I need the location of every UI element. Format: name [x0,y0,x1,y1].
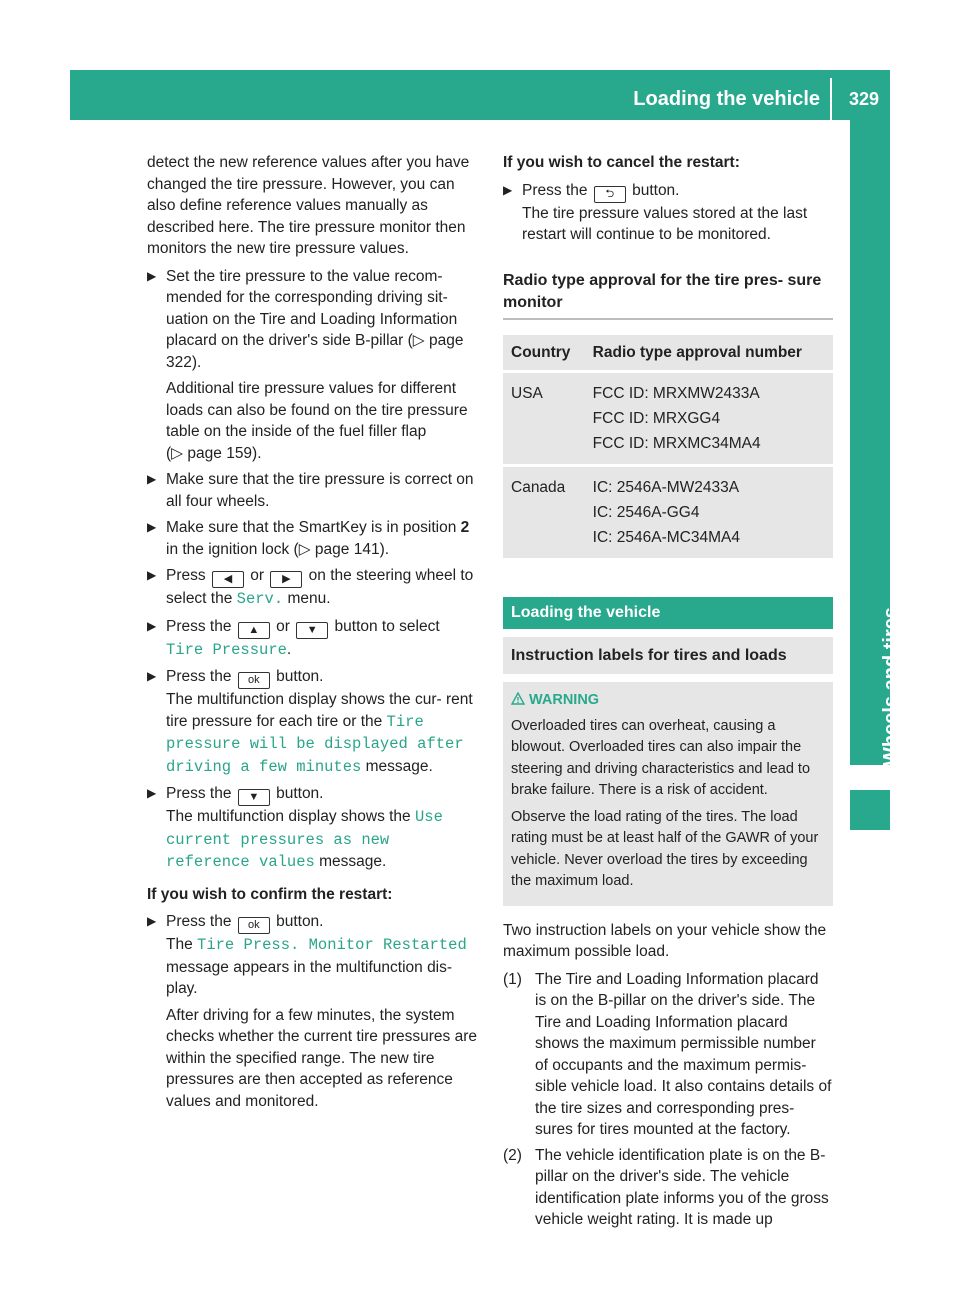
confirm-heading: If you wish to confirm the restart: [147,885,393,903]
step-arrow-icon: ▶ [147,914,157,928]
side-tab-label: Wheels and tires [880,607,902,766]
side-tab-label-wrap [850,552,902,766]
step-text: Press the [522,181,592,199]
step-press-down [147,783,480,874]
approval-number: IC: 2546A-MC34MA4 [592,529,740,546]
list-number: (2) [503,1146,522,1164]
menu-serv: Serv. [236,590,284,608]
number-cell [585,467,833,558]
step-text: The tire pressure values stored at the last restart will continue to be monitored. [522,204,808,243]
labels-intro: Two instruction labels on your vehicle show the maximum possible load. [503,921,827,960]
warning-box [503,682,833,906]
approval-number: FCC ID: MRXMC34MA4 [592,435,761,452]
page-ref[interactable]: page 141). [314,540,390,558]
table-row [503,373,833,464]
right-column [503,152,833,1235]
side-tab-marker [850,790,890,830]
section-title-bar: Loading the vehicle [503,597,833,629]
step-arrow-icon: ▶ [147,268,157,283]
country-cell: Canada [503,467,585,558]
warning-paragraph: Observe the load rating of the tires. The load rating must be at least half of the GAWR of your vehicle. Never overload the tires by exceeding the maximum load. [511,808,819,889]
approval-number: IC: 2546A-GG4 [592,504,700,521]
subsection-title-bar: Instruction labels for tires and loads [503,637,833,675]
back-button-icon: ⮌ [594,186,626,203]
step-text: button to select [334,617,440,635]
step-text: Press the [166,668,236,685]
page-ref[interactable]: page 159). [187,444,262,462]
table-header-country: Country [503,335,585,371]
menu-tire-pressure: Tire Pressure [166,640,287,659]
country-cell: USA [503,373,585,464]
page-ref[interactable]: page 322). [166,332,464,371]
step-text: message. [361,757,433,775]
down-button-icon: ▼ [296,622,328,639]
step-text: The multifunction display shows the [166,808,415,825]
left-button-icon: ◀ [212,571,244,588]
step-arrow-icon: ▶ [147,618,157,633]
step-text: on the steering wheel to select the [166,567,474,607]
step-text: button. [271,913,324,930]
step-text: Additional tire pressure values for different loads can also be found on the tire pressure table on the inside of the fuel filler flap ( [166,380,468,462]
cancel-heading: If you wish to cancel the restart: [503,154,740,171]
table-row [503,467,833,558]
step-text: button. [271,785,324,802]
page-number: 329 [848,89,880,109]
step-text: or [250,567,265,584]
right-button-icon: ▶ [270,571,302,588]
step-text: in the ignition lock ( [166,540,299,558]
step-smartkey [147,517,480,560]
step-press-ok [147,666,480,778]
display-message: Use current pressures as new reference values [166,808,443,871]
ref-arrow-icon: ▷ [298,540,311,558]
step-text: . [286,640,292,658]
step-text: Press the [166,617,236,635]
warning-title [511,690,825,712]
ref-arrow-icon: ▷ [171,444,184,462]
step-confirm-ok [147,911,480,1000]
step-text: The [166,936,198,953]
confirm-extra: After driving for a few minutes, the system checks whether the current tire pressures are within the specified range. The new tire pressures are then accepted as reference values and monitored. [166,1006,477,1110]
warning-title-text: WARNING [529,692,600,708]
list-item [503,1145,833,1231]
page-header [70,70,890,120]
number-cell [585,373,833,464]
display-message: Tire Press. Monitor Restarted [197,936,467,954]
step-cancel-back [503,180,833,246]
step-arrow-icon: ▶ [147,669,157,683]
step-text: The multifunction display shows the cur- rent tire pressure for each tire or the [166,691,473,730]
up-button-icon: ▲ [238,622,270,639]
step-set-pressure [147,266,480,374]
list-number: (1) [503,970,522,988]
step-arrow-icon: ▶ [147,786,157,800]
down-button-icon: ▼ [238,789,270,806]
radio-heading: Radio type approval for the tire pres- sure monitor [503,270,833,320]
ref-arrow-icon: ▷ [412,332,425,349]
approval-number: FCC ID: MRXMW2433A [592,385,760,402]
step-text: Press the [166,785,236,802]
warning-paragraph: Overloaded tires can overheat, causing a blowout. Overloaded tires can also impair the steering and driving characteristics and lead to brake failure. There is a risk of accident. [511,717,811,798]
approval-number: IC: 2546A-MW2433A [592,479,740,496]
header-separator [830,78,832,120]
step-select-serv [147,565,480,611]
step-select-tire-pressure [147,616,480,662]
list-text: The Tire and Loading Information placard is on the B-pillar on the driver's side. The Tire and Loading Information placard shows the maximum permissible number of occupants and the maximum permis- sible vehicle load. It also contains details of the tire sizes and corresponding pres- sures for tires mounted at the factory. [535,970,832,1138]
step-text: Make sure that the SmartKey is in position [166,519,461,536]
step-check-wheels [147,469,480,512]
step-text: message appears in the multifunction dis- play. [166,958,453,997]
list-item [503,969,833,1141]
step-text: button. [271,668,324,685]
step-text: Set the tire pressure to the value recom- mended for the corresponding driving sit- uation on the Tire and Loading Information placard on the driver's side B-pillar ( [166,267,458,349]
step-text: Make sure that the tire pressure is correct on all four wheels. [166,471,474,510]
step-text: button. [627,181,680,199]
step-arrow-icon: ▶ [147,472,157,486]
radio-approval-table [503,332,833,562]
step-text: message. [314,853,387,870]
step-text: or [276,617,290,635]
table-header-row [503,335,833,371]
step-set-pressure-extra [147,378,480,464]
warning-icon [511,692,525,705]
header-title: Loading the vehicle [633,88,820,110]
approval-number: FCC ID: MRXGG4 [592,410,721,427]
step-arrow-icon: ▶ [503,182,513,197]
list-text: The vehicle identification plate is on the B-pillar on the driver's side. The vehicle identification plate informs you of the gross vehicle weight rating. It is made up [535,1146,829,1228]
step-text: menu. [283,590,331,607]
intro-paragraph: detect the new reference values after you have changed the tire pressure. However, you can also define reference values manually as described here. The tire pressure monitor then monitors the new tire pressure values. [147,154,470,257]
left-column [147,152,480,1117]
step-text: Press the [166,913,236,930]
step-text: Press [166,567,210,584]
table-header-number: Radio type approval number [585,335,833,371]
ok-button-icon: ok [238,672,270,689]
ignition-position: 2 [460,519,470,536]
step-arrow-icon: ▶ [147,520,157,534]
display-message: Tire pressure will be displayed after driving a few minutes [166,712,464,776]
step-arrow-icon: ▶ [147,568,157,582]
ok-button-icon: ok [238,917,270,934]
